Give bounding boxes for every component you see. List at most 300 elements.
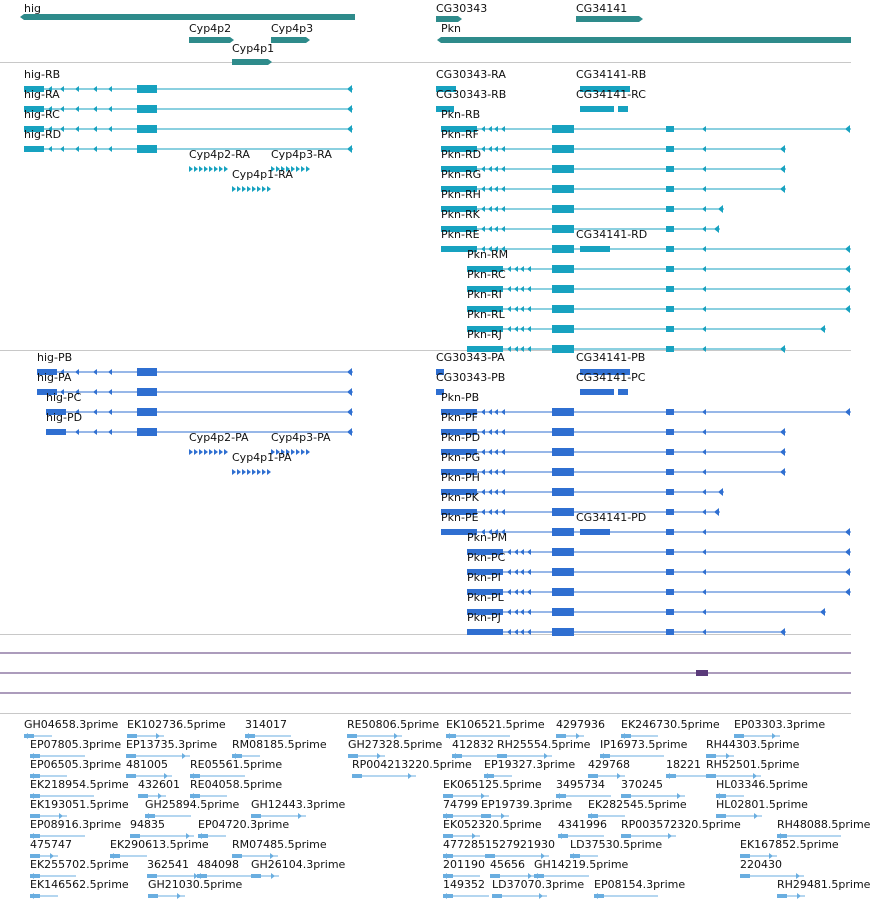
est-block-RH29481.5prime[interactable] bbox=[777, 894, 787, 898]
model-Pkn-RE-cds[interactable] bbox=[552, 245, 574, 253]
model-Cyp4p2-PA[interactable] bbox=[219, 449, 223, 455]
exon-arrow-icon[interactable] bbox=[702, 326, 706, 332]
strand-arrow-icon[interactable] bbox=[780, 185, 785, 193]
exon-arrow-icon[interactable] bbox=[488, 226, 492, 232]
est-block-LD37070.3prime[interactable] bbox=[492, 894, 502, 898]
est-label-RH29481.5prime[interactable]: RH29481.5prime bbox=[777, 878, 870, 891]
strand-arrow-icon[interactable] bbox=[714, 508, 719, 516]
exon-arrow-icon[interactable] bbox=[514, 569, 518, 575]
gene-label-Cyp4p2[interactable]: Cyp4p2 bbox=[189, 22, 232, 35]
model-Cyp4p3-PA[interactable] bbox=[301, 449, 305, 455]
exon-arrow-icon[interactable] bbox=[507, 346, 511, 352]
exon-arrow-icon[interactable] bbox=[702, 509, 706, 515]
model-label-Pkn-PI[interactable]: Pkn-PI bbox=[467, 571, 501, 584]
model-Cyp4p1-PA[interactable] bbox=[237, 469, 241, 475]
strand-arrow-icon[interactable] bbox=[845, 408, 850, 416]
model-label-Cyp4p2-PA[interactable]: Cyp4p2-PA bbox=[189, 431, 249, 444]
exon-arrow-icon[interactable] bbox=[481, 226, 485, 232]
est-label-EK290613.5prime[interactable]: EK290613.5prime bbox=[110, 838, 209, 851]
est-label-EK106521.5prime[interactable]: EK106521.5prime bbox=[446, 718, 545, 731]
model-Cyp4p2-PA[interactable] bbox=[209, 449, 213, 455]
model-label-hig-RD[interactable]: hig-RD bbox=[24, 128, 62, 141]
strand-arrow-icon[interactable] bbox=[347, 368, 352, 376]
model-label-hig-RA[interactable]: hig-RA bbox=[24, 88, 60, 101]
strand-arrow-icon[interactable] bbox=[268, 59, 272, 65]
strand-arrow-icon[interactable] bbox=[666, 773, 670, 779]
exon-arrow-icon[interactable] bbox=[481, 409, 485, 415]
model-label-Pkn-RI[interactable]: Pkn-RI bbox=[467, 288, 502, 301]
exon-arrow-icon[interactable] bbox=[75, 146, 79, 152]
strand-arrow-icon[interactable] bbox=[177, 893, 181, 899]
model-Pkn-PI-exon[interactable] bbox=[666, 589, 674, 595]
model-Cyp4p3-RA[interactable] bbox=[296, 166, 300, 172]
exon-arrow-icon[interactable] bbox=[494, 489, 498, 495]
model-Cyp4p1-RA[interactable] bbox=[247, 186, 251, 192]
model-Cyp4p2-RA[interactable] bbox=[189, 166, 193, 172]
model-label-Pkn-PL[interactable]: Pkn-PL bbox=[467, 591, 504, 604]
est-label-484098[interactable]: 484098 bbox=[197, 858, 239, 871]
strand-arrow-icon[interactable] bbox=[780, 468, 785, 476]
model-label-Cyp4p3-PA[interactable]: Cyp4p3-PA bbox=[271, 431, 331, 444]
strand-arrow-icon[interactable] bbox=[437, 37, 441, 43]
model-label-Pkn-PB[interactable]: Pkn-PB bbox=[441, 391, 480, 404]
strand-arrow-icon[interactable] bbox=[639, 16, 643, 22]
model-label-CG34141-PC[interactable]: CG34141-PC bbox=[576, 371, 646, 384]
est-label-RH44303.5prime[interactable]: RH44303.5prime bbox=[706, 738, 800, 751]
strand-arrow-icon[interactable] bbox=[714, 225, 719, 233]
exon-arrow-icon[interactable] bbox=[481, 449, 485, 455]
model-Pkn-PF-exon[interactable] bbox=[666, 429, 674, 435]
exon-arrow-icon[interactable] bbox=[514, 266, 518, 272]
strand-arrow-icon[interactable] bbox=[271, 873, 275, 879]
exon-arrow-icon[interactable] bbox=[501, 166, 505, 172]
model-label-CG30343-RB[interactable]: CG30343-RB bbox=[436, 88, 507, 101]
strand-arrow-icon[interactable] bbox=[845, 568, 850, 576]
exon-arrow-icon[interactable] bbox=[527, 549, 531, 555]
exon-arrow-icon[interactable] bbox=[520, 609, 524, 615]
model-label-Pkn-PD[interactable]: Pkn-PD bbox=[441, 431, 481, 444]
model-label-hig-PB[interactable]: hig-PB bbox=[37, 351, 73, 364]
strand-arrow-icon[interactable] bbox=[820, 608, 825, 616]
est-label-RH25554.5prime[interactable]: RH25554.5prime bbox=[497, 738, 591, 751]
model-Pkn-PD-cds[interactable] bbox=[552, 448, 574, 456]
exon-arrow-icon[interactable] bbox=[75, 369, 79, 375]
exon-arrow-icon[interactable] bbox=[501, 449, 505, 455]
model-label-hig-RB[interactable]: hig-RB bbox=[24, 68, 61, 81]
strand-arrow-icon[interactable] bbox=[845, 528, 850, 536]
model-label-Pkn-RH[interactable]: Pkn-RH bbox=[441, 188, 481, 201]
model-Cyp4p2-PA[interactable] bbox=[214, 449, 218, 455]
strand-arrow-icon[interactable] bbox=[347, 125, 352, 133]
exon-arrow-icon[interactable] bbox=[488, 206, 492, 212]
model-label-hig-PA[interactable]: hig-PA bbox=[37, 371, 72, 384]
est-label-RM08185.5prime[interactable]: RM08185.5prime bbox=[232, 738, 327, 751]
exon-arrow-icon[interactable] bbox=[494, 126, 498, 132]
strand-arrow-icon[interactable] bbox=[306, 37, 310, 43]
est-label-EK246730.5prime[interactable]: EK246730.5prime bbox=[621, 718, 720, 731]
strand-arrow-icon[interactable] bbox=[24, 733, 28, 739]
model-Cyp4p2-PA[interactable] bbox=[204, 449, 208, 455]
model-Cyp4p3-RA[interactable] bbox=[306, 166, 310, 172]
exon-arrow-icon[interactable] bbox=[702, 186, 706, 192]
exon-arrow-icon[interactable] bbox=[93, 409, 97, 415]
exon-arrow-icon[interactable] bbox=[514, 306, 518, 312]
model-Pkn-RD-exon[interactable] bbox=[666, 166, 674, 172]
model-Cyp4p2-RA[interactable] bbox=[204, 166, 208, 172]
model-label-Pkn-PJ[interactable]: Pkn-PJ bbox=[467, 611, 501, 624]
est-label-412832[interactable]: 412832 bbox=[452, 738, 494, 751]
model-hig-RD-cds[interactable] bbox=[137, 145, 157, 153]
model-Cyp4p2-PA[interactable] bbox=[224, 449, 228, 455]
est-label-RH52501.5prime[interactable]: RH52501.5prime bbox=[706, 758, 800, 771]
strand-arrow-icon[interactable] bbox=[347, 85, 352, 93]
exon-arrow-icon[interactable] bbox=[488, 429, 492, 435]
strand-arrow-icon[interactable] bbox=[347, 408, 352, 416]
est-label-RM07485.5prime[interactable]: RM07485.5prime bbox=[232, 838, 327, 851]
strand-arrow-icon[interactable] bbox=[668, 833, 672, 839]
exon-arrow-icon[interactable] bbox=[108, 389, 112, 395]
est-label-RE04058.5prime[interactable]: RE04058.5prime bbox=[190, 778, 283, 791]
gene-label-CG30343[interactable]: CG30343 bbox=[436, 2, 488, 15]
est-label-GH26104.3prime[interactable]: GH26104.3prime bbox=[251, 858, 346, 871]
model-Pkn-RB-cds[interactable] bbox=[552, 125, 574, 133]
exon-arrow-icon[interactable] bbox=[702, 346, 706, 352]
strand-arrow-icon[interactable] bbox=[347, 388, 352, 396]
est-label-EK193051.5prime[interactable]: EK193051.5prime bbox=[30, 798, 129, 811]
strand-arrow-icon[interactable] bbox=[30, 893, 34, 899]
model-Pkn-RG-exon[interactable] bbox=[666, 186, 674, 192]
exon-arrow-icon[interactable] bbox=[93, 369, 97, 375]
model-hig-RC-cds[interactable] bbox=[137, 125, 157, 133]
model-Cyp4p2-PA[interactable] bbox=[194, 449, 198, 455]
gene-glyph-Pkn[interactable] bbox=[441, 37, 851, 43]
exon-arrow-icon[interactable] bbox=[507, 569, 511, 575]
exon-arrow-icon[interactable] bbox=[702, 489, 706, 495]
strand-arrow-icon[interactable] bbox=[845, 245, 850, 253]
model-Pkn-RG-cds[interactable] bbox=[552, 185, 574, 193]
exon-arrow-icon[interactable] bbox=[702, 549, 706, 555]
est-label-481005[interactable]: 481005 bbox=[126, 758, 168, 771]
model-Pkn-PI-cds[interactable] bbox=[552, 588, 574, 596]
exon-arrow-icon[interactable] bbox=[702, 569, 706, 575]
exon-arrow-icon[interactable] bbox=[494, 449, 498, 455]
model-Pkn-RJ-exon[interactable] bbox=[666, 346, 674, 352]
gene-label-Pkn[interactable]: Pkn bbox=[441, 22, 461, 35]
est-label-EP04720.3prime[interactable]: EP04720.3prime bbox=[198, 818, 290, 831]
exon-arrow-icon[interactable] bbox=[108, 86, 112, 92]
model-CG34141-RC-exon[interactable] bbox=[618, 106, 628, 112]
model-Pkn-PH-exon[interactable] bbox=[666, 489, 674, 495]
exon-arrow-icon[interactable] bbox=[108, 106, 112, 112]
exon-arrow-icon[interactable] bbox=[481, 206, 485, 212]
exon-arrow-icon[interactable] bbox=[93, 106, 97, 112]
exon-arrow-icon[interactable] bbox=[702, 266, 706, 272]
model-hig-RD-exon[interactable] bbox=[24, 146, 44, 152]
model-label-Pkn-RJ[interactable]: Pkn-RJ bbox=[467, 328, 502, 341]
exon-arrow-icon[interactable] bbox=[481, 509, 485, 515]
strand-arrow-icon[interactable] bbox=[408, 773, 412, 779]
exon-arrow-icon[interactable] bbox=[702, 246, 706, 252]
exon-arrow-icon[interactable] bbox=[93, 389, 97, 395]
exon-arrow-icon[interactable] bbox=[48, 146, 52, 152]
model-Cyp4p1-PA[interactable] bbox=[262, 469, 266, 475]
exon-arrow-icon[interactable] bbox=[108, 126, 112, 132]
strand-arrow-icon[interactable] bbox=[347, 428, 352, 436]
strand-arrow-icon[interactable] bbox=[845, 285, 850, 293]
strand-arrow-icon[interactable] bbox=[718, 205, 723, 213]
exon-arrow-icon[interactable] bbox=[481, 146, 485, 152]
exon-arrow-icon[interactable] bbox=[702, 449, 706, 455]
est-label-314017[interactable]: 314017 bbox=[245, 718, 287, 731]
exon-arrow-icon[interactable] bbox=[501, 469, 505, 475]
model-Cyp4p2-RA[interactable] bbox=[214, 166, 218, 172]
exon-arrow-icon[interactable] bbox=[520, 549, 524, 555]
model-Pkn-PK-cds[interactable] bbox=[552, 508, 574, 516]
exon-arrow-icon[interactable] bbox=[514, 286, 518, 292]
model-Pkn-RH-exon[interactable] bbox=[666, 206, 674, 212]
model-label-Pkn-RD[interactable]: Pkn-RD bbox=[441, 148, 482, 161]
model-Pkn-PM-exon[interactable] bbox=[666, 549, 674, 555]
model-Pkn-RC-exon[interactable] bbox=[666, 286, 674, 292]
exon-arrow-icon[interactable] bbox=[488, 489, 492, 495]
strand-arrow-icon[interactable] bbox=[754, 813, 758, 819]
strand-arrow-icon[interactable] bbox=[594, 893, 598, 899]
est-label-RE50806.5prime[interactable]: RE50806.5prime bbox=[347, 718, 440, 731]
exon-arrow-icon[interactable] bbox=[494, 186, 498, 192]
model-Pkn-RD-cds[interactable] bbox=[552, 165, 574, 173]
est-label-3495734[interactable]: 3495734 bbox=[556, 778, 605, 791]
est-label-HL02801.5prime[interactable]: HL02801.5prime bbox=[716, 798, 808, 811]
exon-arrow-icon[interactable] bbox=[494, 409, 498, 415]
model-Pkn-RF-cds[interactable] bbox=[552, 145, 574, 153]
est-label-GH12443.3prime[interactable]: GH12443.3prime bbox=[251, 798, 346, 811]
est-label-74799[interactable]: 74799 bbox=[443, 798, 478, 811]
est-label-EK102736.5prime[interactable]: EK102736.5prime bbox=[127, 718, 226, 731]
model-label-Pkn-RL[interactable]: Pkn-RL bbox=[467, 308, 505, 321]
exon-arrow-icon[interactable] bbox=[501, 186, 505, 192]
est-label-EK167852.5prime[interactable]: EK167852.5prime bbox=[740, 838, 839, 851]
model-Cyp4p1-PA[interactable] bbox=[232, 469, 236, 475]
model-Pkn-RF-exon[interactable] bbox=[666, 146, 674, 152]
est-label-94835[interactable]: 94835 bbox=[130, 818, 165, 831]
exon-arrow-icon[interactable] bbox=[481, 126, 485, 132]
strand-arrow-icon[interactable] bbox=[845, 265, 850, 273]
model-label-CG34141-PD[interactable]: CG34141-PD bbox=[576, 511, 647, 524]
est-block-GH21030.5prime[interactable] bbox=[148, 894, 158, 898]
model-Cyp4p3-RA[interactable] bbox=[301, 166, 305, 172]
exon-arrow-icon[interactable] bbox=[702, 126, 706, 132]
exon-arrow-icon[interactable] bbox=[60, 146, 64, 152]
exon-arrow-icon[interactable] bbox=[520, 629, 524, 635]
exon-arrow-icon[interactable] bbox=[501, 509, 505, 515]
exon-arrow-icon[interactable] bbox=[488, 469, 492, 475]
est-label-201190[interactable]: 201190 bbox=[443, 858, 485, 871]
model-label-Pkn-PC[interactable]: Pkn-PC bbox=[467, 551, 506, 564]
strand-arrow-icon[interactable] bbox=[558, 833, 562, 839]
model-label-Pkn-RB[interactable]: Pkn-RB bbox=[441, 108, 481, 121]
exon-arrow-icon[interactable] bbox=[501, 409, 505, 415]
model-Cyp4p1-PA[interactable] bbox=[247, 469, 251, 475]
model-Cyp4p1-RA[interactable] bbox=[232, 186, 236, 192]
exon-arrow-icon[interactable] bbox=[501, 146, 505, 152]
est-label-4341996[interactable]: 4341996 bbox=[558, 818, 607, 831]
model-label-CG30343-RA[interactable]: CG30343-RA bbox=[436, 68, 506, 81]
model-Pkn-PC-exon[interactable] bbox=[666, 569, 674, 575]
exon-arrow-icon[interactable] bbox=[488, 449, 492, 455]
est-label-4297936[interactable]: 4297936 bbox=[556, 718, 605, 731]
exon-arrow-icon[interactable] bbox=[93, 146, 97, 152]
strand-arrow-icon[interactable] bbox=[780, 448, 785, 456]
model-label-Pkn-RG[interactable]: Pkn-RG bbox=[441, 168, 482, 181]
exon-arrow-icon[interactable] bbox=[702, 206, 706, 212]
strand-arrow-icon[interactable] bbox=[780, 165, 785, 173]
exon-arrow-icon[interactable] bbox=[501, 429, 505, 435]
model-label-Pkn-PH[interactable]: Pkn-PH bbox=[441, 471, 480, 484]
exon-arrow-icon[interactable] bbox=[507, 266, 511, 272]
model-label-Pkn-RC[interactable]: Pkn-RC bbox=[467, 268, 506, 281]
exon-arrow-icon[interactable] bbox=[702, 286, 706, 292]
model-Pkn-RL-exon[interactable] bbox=[666, 326, 674, 332]
model-Pkn-PF-cds[interactable] bbox=[552, 428, 574, 436]
exon-arrow-icon[interactable] bbox=[75, 126, 79, 132]
model-hig-PA-cds[interactable] bbox=[137, 388, 157, 396]
exon-arrow-icon[interactable] bbox=[481, 429, 485, 435]
model-Cyp4p2-PA[interactable] bbox=[189, 449, 193, 455]
model-Cyp4p3-PA[interactable] bbox=[296, 449, 300, 455]
est-label-45656[interactable]: 45656 bbox=[490, 858, 525, 871]
est-label-HL03346.5prime[interactable]: HL03346.5prime bbox=[716, 778, 808, 791]
model-label-Cyp4p2-RA[interactable]: Cyp4p2-RA bbox=[189, 148, 250, 161]
strand-arrow-icon[interactable] bbox=[443, 893, 447, 899]
model-Pkn-RI-exon[interactable] bbox=[666, 306, 674, 312]
exon-arrow-icon[interactable] bbox=[527, 589, 531, 595]
model-Cyp4p2-PA[interactable] bbox=[199, 449, 203, 455]
exon-arrow-icon[interactable] bbox=[507, 549, 511, 555]
exon-arrow-icon[interactable] bbox=[514, 549, 518, 555]
est-label-477285[interactable]: 477285 bbox=[443, 838, 485, 851]
model-label-CG34141-RB[interactable]: CG34141-RB bbox=[576, 68, 647, 81]
est-label-LD37530.5prime[interactable]: LD37530.5prime bbox=[570, 838, 663, 851]
est-block-220430[interactable] bbox=[740, 874, 750, 878]
model-label-CG34141-RC[interactable]: CG34141-RC bbox=[576, 88, 646, 101]
model-Pkn-RC-cds[interactable] bbox=[552, 285, 574, 293]
exon-arrow-icon[interactable] bbox=[93, 429, 97, 435]
exon-arrow-icon[interactable] bbox=[488, 186, 492, 192]
model-hig-RB-cds[interactable] bbox=[137, 85, 157, 93]
est-label-EK282545.5prime[interactable]: EK282545.5prime bbox=[588, 798, 687, 811]
model-Pkn-PH-cds[interactable] bbox=[552, 488, 574, 496]
model-Pkn-PJ-exon[interactable] bbox=[666, 629, 674, 635]
strand-arrow-icon[interactable] bbox=[298, 813, 302, 819]
exon-arrow-icon[interactable] bbox=[702, 409, 706, 415]
est-label-EP08154.3prime[interactable]: EP08154.3prime bbox=[594, 878, 686, 891]
model-label-Pkn-RM[interactable]: Pkn-RM bbox=[467, 248, 509, 261]
est-label-EK065125.5prime[interactable]: EK065125.5prime bbox=[443, 778, 542, 791]
model-label-Pkn-PM[interactable]: Pkn-PM bbox=[467, 531, 508, 544]
model-hig-PD-cds[interactable] bbox=[137, 428, 157, 436]
exon-arrow-icon[interactable] bbox=[488, 409, 492, 415]
est-label-149352[interactable]: 149352 bbox=[443, 878, 485, 891]
exon-arrow-icon[interactable] bbox=[520, 589, 524, 595]
model-Pkn-RJ-cds[interactable] bbox=[552, 345, 574, 353]
strand-arrow-icon[interactable] bbox=[845, 588, 850, 596]
gene-label-hig[interactable]: hig bbox=[24, 2, 42, 15]
exon-arrow-icon[interactable] bbox=[514, 326, 518, 332]
strand-arrow-icon[interactable] bbox=[797, 893, 801, 899]
model-label-Pkn-RK[interactable]: Pkn-RK bbox=[441, 208, 480, 221]
exon-arrow-icon[interactable] bbox=[527, 286, 531, 292]
exon-arrow-icon[interactable] bbox=[702, 529, 706, 535]
model-Pkn-PB-exon[interactable] bbox=[666, 409, 674, 415]
exon-arrow-icon[interactable] bbox=[488, 126, 492, 132]
strand-arrow-icon[interactable] bbox=[780, 628, 785, 636]
exon-arrow-icon[interactable] bbox=[494, 509, 498, 515]
model-Cyp4p3-PA[interactable] bbox=[306, 449, 310, 455]
est-label-LD37070.3prime[interactable]: LD37070.3prime bbox=[492, 878, 585, 891]
gene-glyph-Cyp4p1[interactable] bbox=[232, 59, 268, 65]
model-label-Pkn-RE[interactable]: Pkn-RE bbox=[441, 228, 480, 241]
model-Pkn-RK-exon[interactable] bbox=[666, 226, 674, 232]
model-label-Pkn-PE[interactable]: Pkn-PE bbox=[441, 511, 479, 524]
model-Cyp4p2-RA[interactable] bbox=[219, 166, 223, 172]
model-Pkn-PE-exon[interactable] bbox=[666, 529, 674, 535]
exon-arrow-icon[interactable] bbox=[75, 106, 79, 112]
exon-arrow-icon[interactable] bbox=[108, 369, 112, 375]
est-label-EP13735.3prime[interactable]: EP13735.3prime bbox=[126, 738, 218, 751]
model-Pkn-PM-cds[interactable] bbox=[552, 548, 574, 556]
model-label-Pkn-RF[interactable]: Pkn-RF bbox=[441, 128, 479, 141]
model-hig-PC-cds[interactable] bbox=[137, 408, 157, 416]
est-label-370245[interactable]: 370245 bbox=[621, 778, 663, 791]
exon-arrow-icon[interactable] bbox=[702, 226, 706, 232]
exon-arrow-icon[interactable] bbox=[507, 609, 511, 615]
model-Cyp4p2-RA[interactable] bbox=[209, 166, 213, 172]
gene-glyph-CG34141[interactable] bbox=[576, 16, 639, 22]
model-Pkn-RM-exon[interactable] bbox=[666, 266, 674, 272]
model-label-Cyp4p1-PA[interactable]: Cyp4p1-PA bbox=[232, 451, 292, 464]
exon-arrow-icon[interactable] bbox=[481, 166, 485, 172]
exon-arrow-icon[interactable] bbox=[520, 346, 524, 352]
exon-arrow-icon[interactable] bbox=[93, 86, 97, 92]
exon-arrow-icon[interactable] bbox=[488, 146, 492, 152]
exon-arrow-icon[interactable] bbox=[520, 286, 524, 292]
model-label-hig-RC[interactable]: hig-RC bbox=[24, 108, 60, 121]
model-Pkn-PL-cds[interactable] bbox=[552, 608, 574, 616]
exon-arrow-icon[interactable] bbox=[520, 266, 524, 272]
est-label-RP003572320.5prime[interactable]: RP003572320.5prime bbox=[621, 818, 741, 831]
exon-arrow-icon[interactable] bbox=[702, 166, 706, 172]
exon-arrow-icon[interactable] bbox=[507, 306, 511, 312]
exon-arrow-icon[interactable] bbox=[702, 629, 706, 635]
exon-arrow-icon[interactable] bbox=[60, 106, 64, 112]
model-Cyp4p2-RA[interactable] bbox=[194, 166, 198, 172]
est-label-432601[interactable]: 432601 bbox=[138, 778, 180, 791]
est-label-EP19327.3prime[interactable]: EP19327.3prime bbox=[484, 758, 576, 771]
model-Pkn-PB-cds[interactable] bbox=[552, 408, 574, 416]
exon-arrow-icon[interactable] bbox=[60, 86, 64, 92]
model-Pkn-RK-cds[interactable] bbox=[552, 225, 574, 233]
strand-arrow-icon[interactable] bbox=[780, 145, 785, 153]
model-Cyp4p1-PA[interactable] bbox=[252, 469, 256, 475]
model-Pkn-RE-exon[interactable] bbox=[666, 246, 674, 252]
model-Cyp4p1-RA[interactable] bbox=[252, 186, 256, 192]
strand-arrow-icon[interactable] bbox=[347, 145, 352, 153]
est-label-GH14219.5prime[interactable]: GH14219.5prime bbox=[534, 858, 629, 871]
strand-arrow-icon[interactable] bbox=[845, 305, 850, 313]
model-label-CG34141-RD[interactable]: CG34141-RD bbox=[576, 228, 648, 241]
exon-arrow-icon[interactable] bbox=[108, 429, 112, 435]
est-label-EP06505.3prime[interactable]: EP06505.3prime bbox=[30, 758, 122, 771]
